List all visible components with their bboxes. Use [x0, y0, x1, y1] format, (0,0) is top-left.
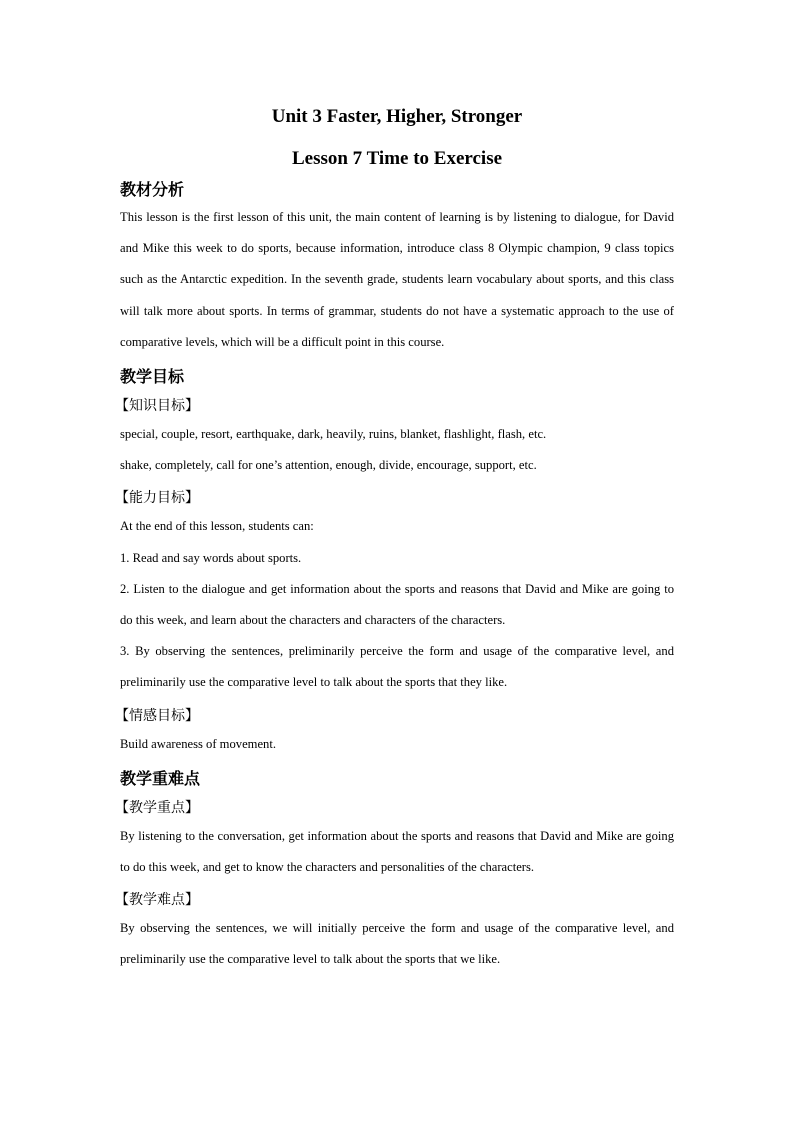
ability-item-3: 3. By observing the sentences, preliminarily perceive the form and usage of the comparative level, and preliminarily use the comparative level to talk about the sports that they like.: [120, 644, 674, 690]
lesson-title: Lesson 7 Time to Exercise: [291, 148, 503, 169]
section-heading-key-points: 教学重难点: [120, 770, 201, 788]
teaching-difficulty-label: 【教学难点】: [115, 893, 199, 909]
unit-title: Unit 3 Faster, Higher, Stronger: [271, 106, 523, 127]
section-heading-analysis: 教材分析: [120, 182, 185, 199]
teaching-focus-text: By listening to the conversation, get information about the sports and reasons that David and Mike are going to do this week, and get to know the characters and personalities of the characters.: [120, 828, 674, 875]
teaching-difficulty-text: By observing the sentences, we will initially perceive the form and usage of the comparative level, and preliminarily use the comparative level to talk about the sports that we like.: [120, 921, 674, 967]
ability-objective-label: 【能力目标】: [115, 491, 199, 507]
section-analysis: [120, 180, 674, 358]
teaching-focus-label: 【教学重点】: [115, 800, 199, 816]
document-page: [115, 100, 674, 976]
ability-item-2: 2. Listen to the dialogue and get information about the sports and reasons that David and Mike are going to do this week, and learn about the characters and characters of the characters.: [120, 581, 674, 628]
knowledge-vocab-line-2: shake, completely, call for one’s attention, enough, divide, encourage, support, etc.: [120, 458, 537, 473]
emotion-objective-text: Build awareness of movement.: [120, 736, 276, 751]
section-heading-objectives: 教学目标: [120, 369, 185, 387]
emotion-objective-label: 【情感目标】: [115, 708, 199, 724]
ability-intro: At the end of this lesson, students can:: [120, 519, 314, 534]
ability-item-1: 1. Read and say words about sports.: [120, 550, 302, 565]
section-objectives: [115, 367, 674, 760]
knowledge-objective-label: 【知识目标】: [115, 399, 199, 415]
analysis-paragraph: This lesson is the first lesson of this unit, the main content of learning is by listening to dialogue, for David and Mike this week to do sports, because information, introduce class 8 Olympic champion, 9 class topics such as the Antarctic expedition. In the seventh grade, students learn vocabulary about sports, and this class will talk more about sports. In terms of grammar, students do not have a systematic approach to the use of comparative levels, which will be a difficult point in this course.: [120, 210, 674, 349]
section-key-points: [115, 769, 674, 976]
knowledge-vocab-line-1: special, couple, resort, earthquake, dark, heavily, ruins, blanket, flashlight, flash, etc.: [120, 427, 547, 442]
